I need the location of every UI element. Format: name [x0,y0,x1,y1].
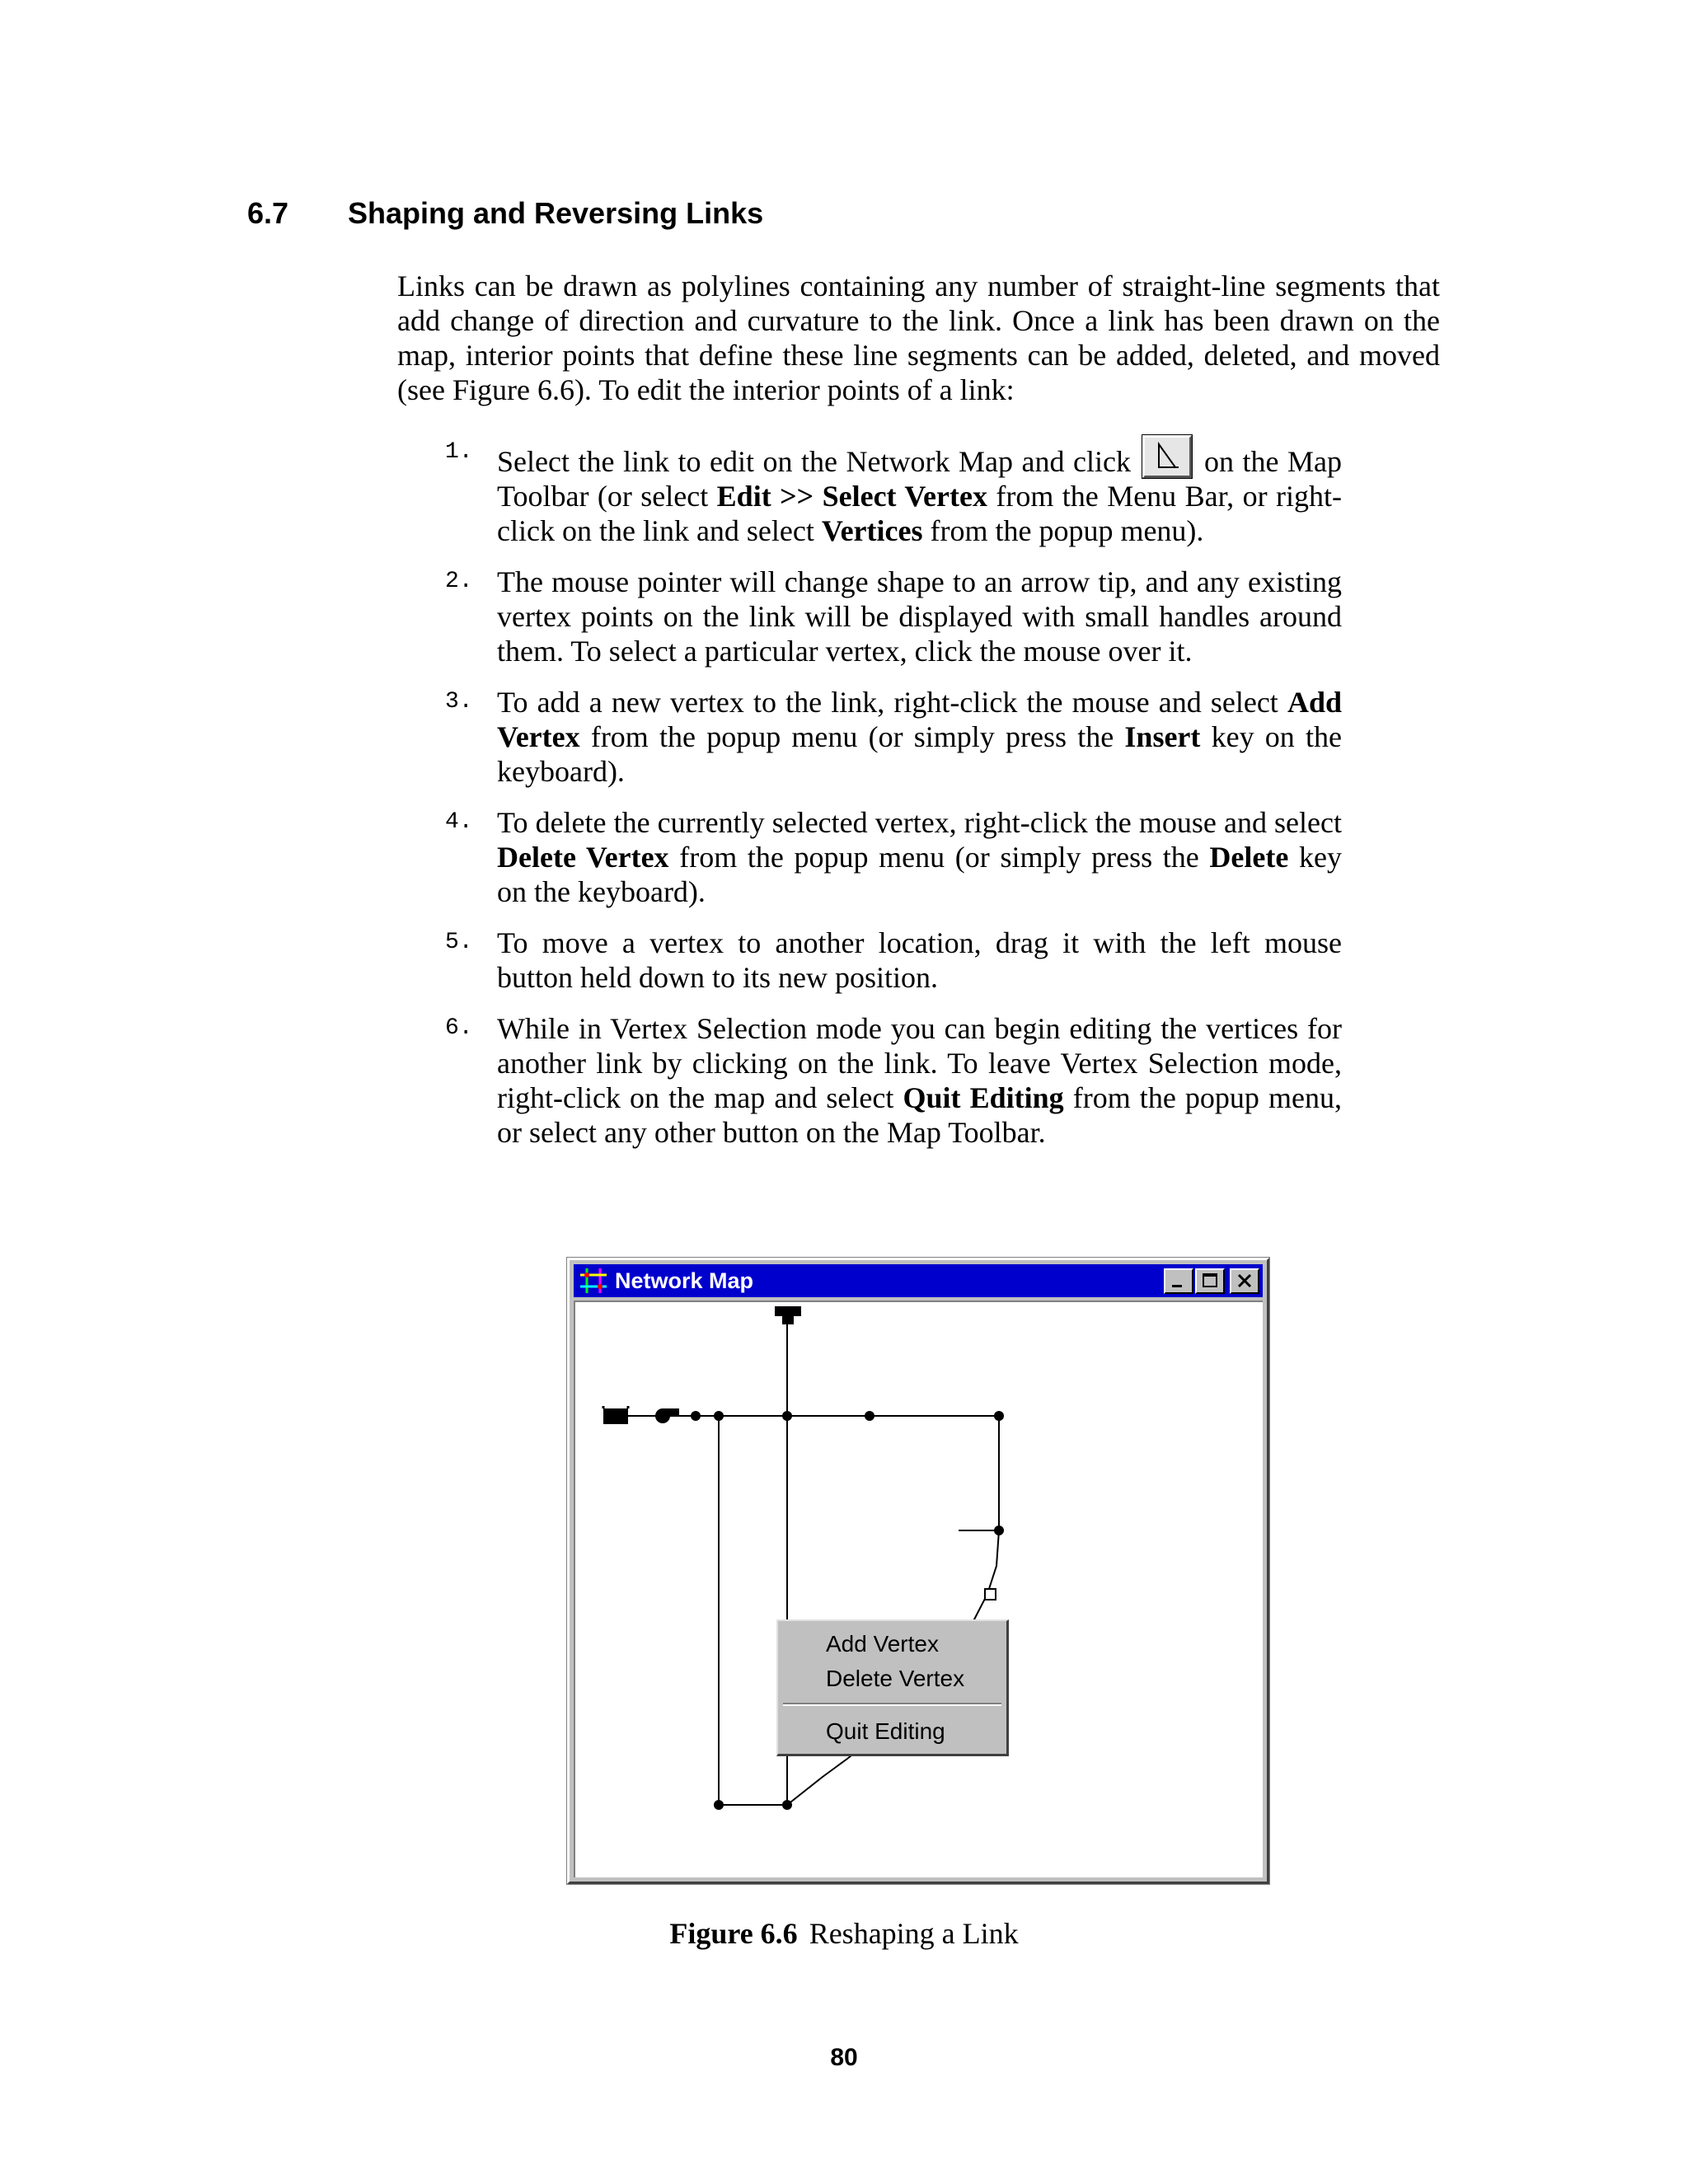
figure-label: Figure 6.6 [669,1917,798,1950]
step-text: To move a vertex to another location, drag it with the left mouse button held down to its new position. [497,926,1342,994]
section-heading [247,196,763,231]
junction-node[interactable] [782,1411,792,1421]
menu-separator [783,1703,1001,1706]
step-item [445,685,1342,789]
step-item [445,435,1342,548]
step-text: on the Map Toolbar (or select [497,445,1342,513]
step-number: 4. [445,809,473,835]
step-number: 6. [445,1015,473,1041]
reservoir-icon [775,1306,801,1324]
step-bold-term: Insert [1124,720,1201,753]
section-number: 6.7 [247,196,289,230]
step-bold-term: Add Vertex [497,686,1342,753]
step-text: from the Menu Bar, or right-click on the link and select [497,480,1342,547]
tank-icon [603,1408,628,1424]
section-title: Shaping and Reversing Links [348,196,764,230]
junction-node[interactable] [782,1800,792,1810]
junction-node[interactable] [994,1526,1004,1535]
maximize-icon [1197,1270,1223,1292]
step-number: 3. [445,689,473,715]
page-number: 80 [830,2044,858,2071]
step-bold-term: Delete Vertex [497,841,669,874]
maximize-button[interactable] [1195,1268,1225,1294]
step-item [445,926,1342,995]
step-text: To delete the currently selected vertex, right-click the mouse and select [497,806,1342,839]
network-diagram [575,1302,1263,1877]
menu-item-add-vertex[interactable]: Add Vertex [826,1631,939,1657]
minimize-button[interactable] [1164,1268,1193,1294]
vertex-handle[interactable] [985,1589,996,1600]
intro-paragraph: Links can be drawn as polylines containing any number of straight-line segments that add change of direction and curvature to the link. Once a link has been drawn on the map, interior points that define these line segments can be added, deleted, and moved (see Figure 6.6). To edit the interior points of a link: [397,269,1440,406]
step-text: from the popup menu (or simply press the [668,841,1210,874]
step-number: 5. [445,930,473,955]
window-title: Network Map [615,1268,754,1293]
network-map-app-icon [577,1264,610,1297]
network-map-window [567,1258,1269,1884]
minimize-icon [1165,1270,1192,1292]
step-text: Select the link to edit on the Network Map and click [497,445,1140,478]
step-text: from the popup menu, or select any other button on the Map Toolbar. [497,1081,1342,1149]
step-text: key on the keyboard). [497,720,1342,788]
step-text: key on the keyboard). [497,841,1342,908]
map-canvas[interactable] [574,1301,1263,1877]
step-item [445,1011,1342,1150]
figure-caption [0,1916,1688,1951]
step-text: from the popup menu (or simply press the [579,720,1125,753]
step-text: To add a new vertex to the link, right-click the mouse and select [497,686,1287,719]
junction-node[interactable] [714,1800,724,1810]
figure-caption-text: Reshaping a Link [809,1917,1019,1950]
context-menu [776,1619,1009,1756]
steps-list [445,435,1342,1166]
close-icon [1231,1270,1258,1292]
vertex-select-toolbar-icon [1142,435,1192,478]
step-text: from the popup menu). [922,514,1204,547]
menu-item-quit-editing[interactable]: Quit Editing [826,1718,945,1744]
junction-node[interactable] [865,1411,874,1421]
menu-item-delete-vertex[interactable]: Delete Vertex [826,1666,965,1691]
step-item [445,565,1342,668]
junction-node[interactable] [714,1411,724,1421]
step-bold-term: Delete [1209,841,1289,874]
step-text: While in Vertex Selection mode you can begin editing the vertices for another link by clicking on the link. To leave Vertex Selection mode, right-click on the map and select [497,1012,1342,1114]
step-bold-term: Quit Editing [903,1081,1064,1114]
step-text: The mouse pointer will change shape to an arrow tip, and any existing vertex points on the link will be displayed with small handles around them. To select a particular vertex, click the mouse over it. [497,565,1342,668]
junction-node[interactable] [691,1411,701,1421]
step-bold-term: Vertices [821,514,923,547]
step-bold-term: Edit >> Select Vertex [716,480,987,513]
close-button[interactable] [1230,1268,1259,1294]
step-number: 1. [445,439,473,465]
window-titlebar[interactable] [574,1264,1263,1297]
junction-node[interactable] [994,1411,1004,1421]
step-item [445,805,1342,909]
step-number: 2. [445,569,473,594]
